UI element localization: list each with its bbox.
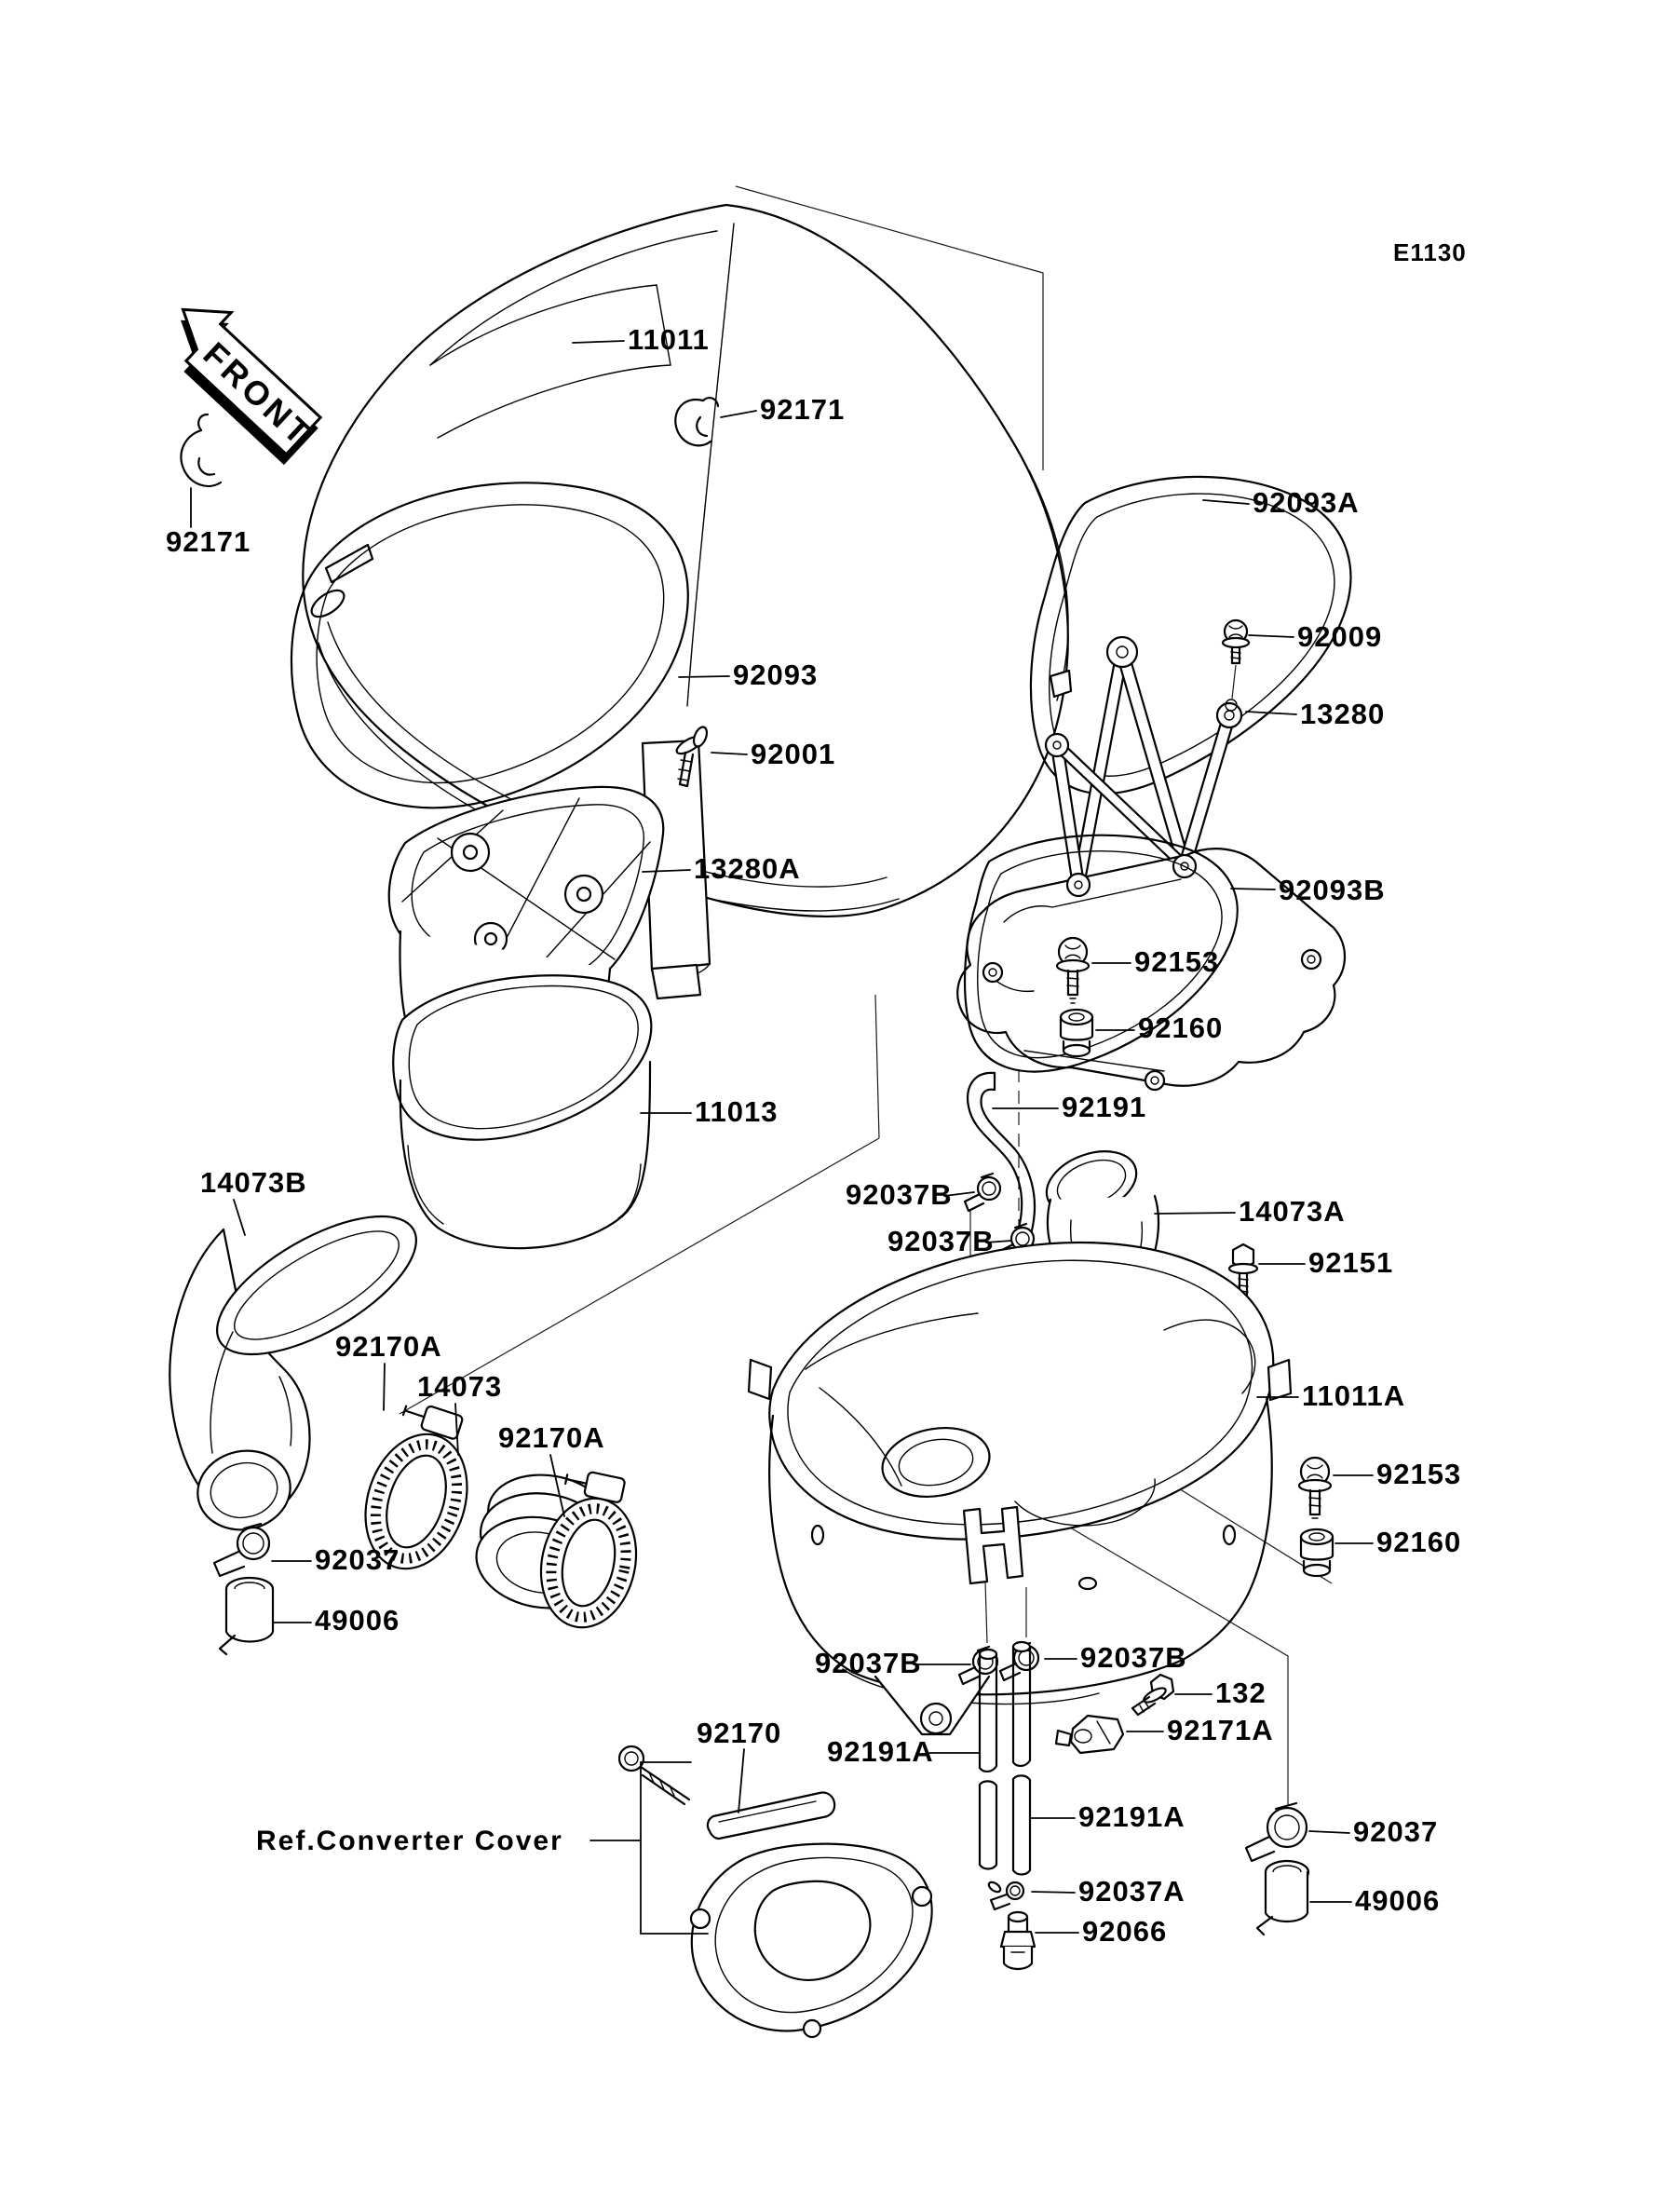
leader-14073a — [1155, 1213, 1235, 1214]
part-92171-clip-left — [181, 414, 221, 486]
part-92037-clamp-left — [214, 1524, 269, 1576]
part-label-14073b: 14073B — [200, 1166, 307, 1199]
part-label-13280a: 13280A — [694, 852, 801, 885]
part-49006-vent-right — [1257, 1861, 1308, 1935]
part-label-49006-left: 49006 — [315, 1604, 400, 1636]
part-label-92066: 92066 — [1082, 1915, 1168, 1948]
front-sign-text: FRONT — [196, 334, 320, 455]
part-label-14073: 14073 — [417, 1370, 503, 1403]
part-label-92037-left: 92037 — [315, 1543, 400, 1576]
part-label-11013: 11013 — [695, 1095, 779, 1128]
part-label-92170a-1: 92170A — [335, 1330, 442, 1363]
part-label-92037a: 92037A — [1078, 1875, 1185, 1908]
part-92171a-bracket — [1056, 1716, 1123, 1753]
leader-92037a — [1032, 1892, 1075, 1893]
diagram-code: E1130 — [1393, 238, 1467, 266]
part-label-92037b-bot2: 92037B — [1080, 1641, 1187, 1674]
part-label-11011: 11011 — [628, 323, 710, 356]
part-label-92093a: 92093A — [1253, 486, 1360, 519]
part-converter-cover-bolt — [619, 1746, 689, 1804]
part-92009-screw — [1223, 620, 1249, 663]
part-49006-vent-left — [220, 1578, 273, 1654]
leader-14073b — [234, 1200, 245, 1235]
leader-92170a-1 — [384, 1364, 385, 1410]
leader-92009 — [1249, 635, 1294, 637]
part-92153-bolt-lower — [1299, 1458, 1331, 1518]
part-92037-clamp-right — [1246, 1803, 1307, 1861]
part-label-13280: 13280 — [1300, 698, 1386, 730]
part-converter-cover — [691, 1844, 932, 2037]
part-132-bolt — [1132, 1675, 1173, 1715]
front-direction-sign — [153, 287, 335, 465]
part-label-92160-upper: 92160 — [1138, 1012, 1224, 1044]
part-label-92191: 92191 — [1062, 1091, 1147, 1123]
part-label-92151: 92151 — [1308, 1246, 1394, 1279]
part-label-92001: 92001 — [751, 738, 836, 770]
ref-converter-bracket — [590, 1762, 708, 1934]
part-92170-pin — [708, 1793, 834, 1839]
leader-13280 — [1246, 712, 1296, 714]
leader-92037-right — [1309, 1831, 1349, 1833]
leader-92093 — [679, 676, 729, 677]
part-label-11011a: 11011A — [1302, 1379, 1406, 1412]
part-92160-damper-lower — [1301, 1529, 1333, 1576]
part-label-92171-left: 92171 — [166, 525, 251, 558]
part-label-92093: 92093 — [733, 659, 819, 691]
part-label-92191a-2: 92191A — [1078, 1800, 1185, 1833]
part-label-92037b-mid1: 92037B — [846, 1178, 953, 1211]
leader-92093b — [1231, 889, 1275, 890]
leader-92093a — [1203, 500, 1249, 504]
part-label-92037-right: 92037 — [1353, 1815, 1439, 1848]
part-label-92093b: 92093B — [1279, 874, 1386, 906]
part-label-49006-right: 49006 — [1355, 1884, 1441, 1917]
part-92037a-clip — [987, 1881, 1023, 1909]
part-label-132: 132 — [1215, 1677, 1267, 1709]
part-label-92191a-1: 92191A — [827, 1735, 934, 1768]
part-label-92170: 92170 — [697, 1717, 782, 1749]
leader-92170 — [738, 1749, 744, 1813]
part-label-92171-right: 92171 — [760, 393, 846, 426]
part-label-92171a: 92171A — [1167, 1714, 1274, 1746]
part-label-14073a: 14073A — [1239, 1195, 1346, 1228]
part-11013-element — [393, 975, 651, 1248]
part-label-92170a-2: 92170A — [498, 1421, 605, 1454]
part-label-92037b-bot1: 92037B — [815, 1647, 922, 1679]
part-92066-plug — [1001, 1912, 1035, 1969]
part-label-92153-upper: 92153 — [1134, 945, 1220, 978]
part-label-92009: 92009 — [1297, 620, 1383, 653]
part-label-ref-converter-cover: Ref.Converter Cover — [256, 1826, 563, 1856]
part-92191a-tube-right — [1013, 1642, 1030, 1875]
part-label-92037b-mid2: 92037B — [887, 1225, 995, 1257]
part-label-92160-lower: 92160 — [1376, 1526, 1462, 1558]
part-label-92153-lower: 92153 — [1376, 1458, 1462, 1490]
